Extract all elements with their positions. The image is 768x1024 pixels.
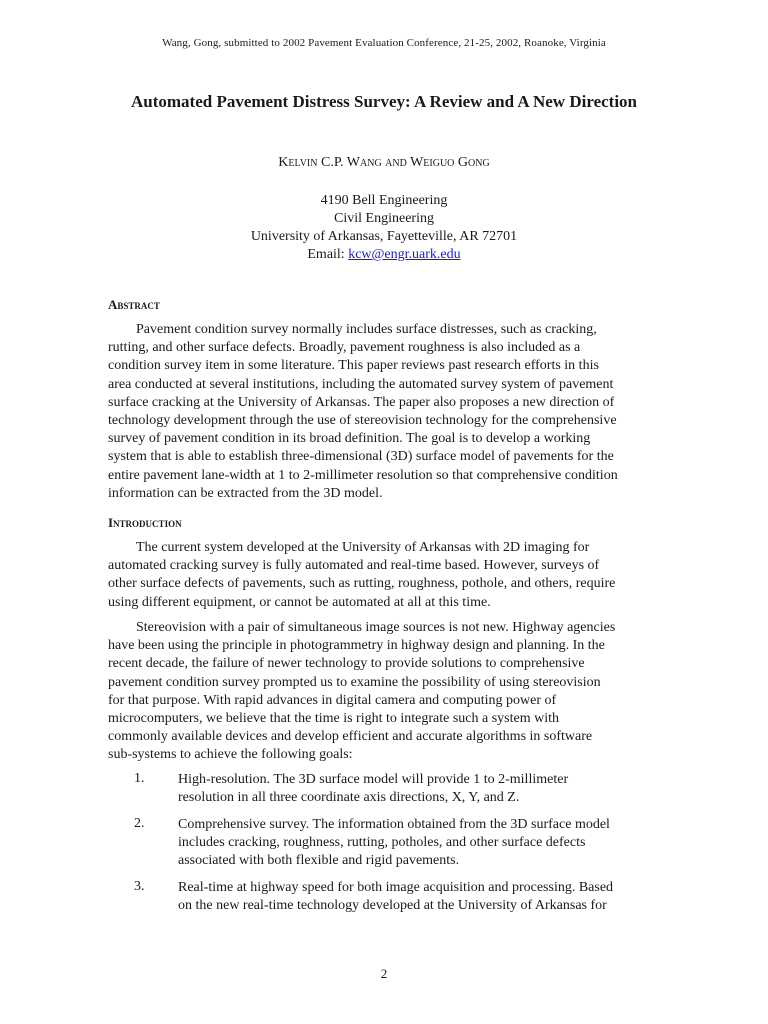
affiliation-line: 4190 Bell Engineering	[320, 193, 448, 208]
text-line: on the new real-time technology developed at the University of Arkansas for	[178, 898, 607, 914]
text-line: area conducted at several institutions, including the automated survey system of pavement	[108, 376, 614, 392]
abstract-heading: Abstract	[108, 297, 160, 312]
running-header: Wang, Gong, submitted to 2002 Pavement Evaluation Conference, 21-25, 2002, Roanoke, Virginia	[162, 37, 606, 49]
page-number: 2	[380, 966, 388, 981]
list-item-number: 1.	[134, 771, 145, 786]
text-line: technology development through the use of stereovision technology for the comprehensive	[108, 413, 617, 429]
affiliation-line: University of Arkansas, Fayetteville, AR 72701	[250, 229, 518, 244]
text-line: surface cracking at the University of Arkansas. The paper also proposes a new direction of	[108, 394, 615, 410]
abstract-paragraph	[108, 321, 660, 503]
text-line: system that is able to establish three-dimensional (3D) surface model of pavements for the	[108, 449, 614, 465]
text-line: automated cracking survey is fully automated and real-time based. However, surveys of	[108, 558, 600, 574]
text-line: pavement condition survey prompted us to examine the possibility of using stereovision	[108, 674, 601, 690]
author-affiliation	[0, 192, 768, 264]
text-line: survey of pavement condition in its broad definition. The goal is to develop a working	[108, 431, 591, 447]
email-line	[0, 246, 768, 264]
email-label: Email:	[307, 247, 349, 262]
text-line: Real-time at highway speed for both image acquisition and processing. Based	[178, 880, 614, 895]
text-line: other surface defects of pavements, such as rutting, roughness, pothole, and others, require	[108, 576, 616, 592]
email-link[interactable]: kcw@engr.uark.edu	[348, 247, 461, 262]
introduction-paragraph-1	[108, 539, 660, 612]
text-line: commonly available devices and develop efficient and accurate algorithms in software	[108, 729, 593, 745]
text-line: Stereovision with a pair of simultaneous image sources is not new. Highway agencies	[136, 620, 616, 635]
text-line: The current system developed at the University of Arkansas with 2D imaging for	[136, 540, 590, 555]
affiliation-line: Civil Engineering	[334, 211, 434, 226]
text-line: microcomputers, we believe that the time is right to integrate such a system with	[108, 711, 559, 727]
list-item	[178, 879, 658, 915]
text-line: High-resolution. The 3D surface model will provide 1 to 2-millimeter	[178, 772, 569, 787]
text-line: associated with both flexible and rigid pavements.	[178, 853, 460, 869]
list-item-number: 3.	[134, 879, 145, 894]
text-line: sub-systems to achieve the following goals:	[108, 747, 353, 763]
text-line: Pavement condition survey normally includes surface distresses, such as cracking,	[136, 322, 597, 337]
list-item	[178, 771, 658, 807]
text-line: resolution in all three coordinate axis directions, X, Y, and Z.	[178, 790, 520, 806]
text-line: for that purpose. With rapid advances in digital camera and computing power of	[108, 692, 557, 708]
text-line: condition survey item in some literature. This paper reviews past research efforts in this	[108, 358, 599, 374]
introduction-paragraph-2	[108, 619, 660, 765]
text-line: entire pavement lane-width at 1 to 2-millimeter resolution so that comprehensive condition	[108, 467, 618, 483]
list-item	[178, 816, 658, 871]
text-line: have been using the principle in photogrammetry in highway design and planning. In the	[108, 638, 605, 654]
text-line: Comprehensive survey. The information obtained from the 3D surface model	[178, 817, 610, 832]
introduction-heading: Introduction	[108, 515, 182, 530]
list-item-number: 2.	[134, 816, 145, 831]
text-line: rutting, and other surface defects. Broadly, pavement roughness is also included as a	[108, 340, 581, 356]
text-line: includes cracking, roughness, rutting, potholes, and other surface defects	[178, 835, 586, 851]
author-names: Kelvin C.P. Wang and Weiguo Gong	[278, 155, 490, 170]
paper-title: Automated Pavement Distress Survey: A Review and A New Direction	[130, 92, 637, 111]
text-line: recent decade, the failure of newer technology to provide solutions to comprehensive	[108, 656, 585, 672]
text-line: using different equipment, or cannot be automated at all at this time.	[108, 594, 491, 610]
text-line: information can be extracted from the 3D model.	[108, 485, 383, 501]
